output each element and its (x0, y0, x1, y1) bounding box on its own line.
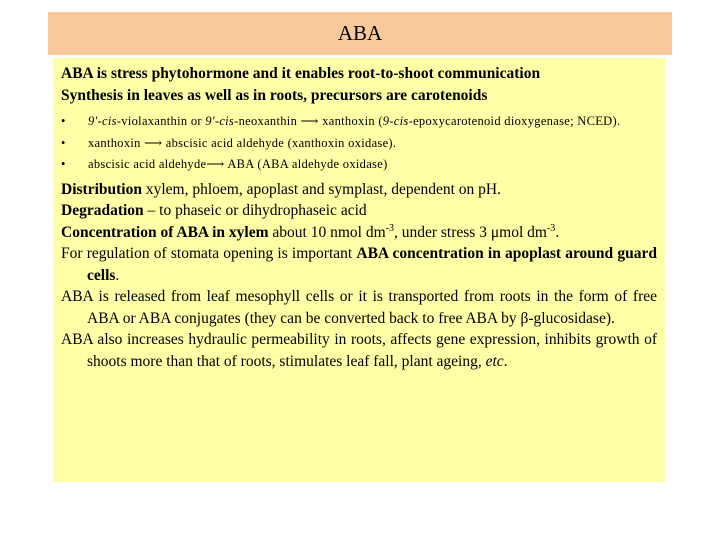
text-segment: . (503, 352, 508, 370)
content-box (53, 58, 665, 482)
stomata-paragraph (61, 243, 657, 286)
text-segment: Degradation (61, 202, 144, 219)
superscript: -3 (546, 222, 556, 234)
list-item (61, 114, 657, 130)
concentration-paragraph (61, 222, 657, 244)
text-segment: ABA also increases hydraulic permeability in roots, affects gene expression, inhibits growth of shoots more than that of roots, stimulates leaf fall, plant ageing, (61, 331, 657, 370)
text-segment: . (555, 223, 560, 241)
text-segment: ABA (ABA aldehyde oxidase) (224, 157, 388, 171)
hydraulic-paragraph (61, 329, 657, 372)
distribution-paragraph (61, 179, 657, 201)
release-paragraph (61, 286, 657, 329)
degradation-paragraph (61, 200, 657, 222)
text-segment: 9-cis (382, 114, 409, 128)
text-segment: -glucosidase). (528, 309, 615, 327)
text-segment: about 10 nmol dm (268, 223, 386, 241)
text-segment: 9′-cis (88, 114, 117, 128)
text-segment: μmol dm (490, 223, 547, 241)
intro-line-2: Synthesis in leaves as well as in roots, precursors are carotenoids (61, 86, 488, 104)
bullet-icon: • (61, 157, 66, 171)
text-segment: Distribution (61, 180, 142, 198)
text-segment: abscisic acid aldehyde (xanthoxin oxidase). (162, 135, 397, 150)
text-segment: ABA concentration in apoplast around guard cells (87, 245, 657, 284)
text-segment: -epoxycarotenoid dioxygenase; NCED). (408, 114, 621, 128)
arrow-icon: ⟶ (206, 157, 225, 171)
text-segment: β (520, 309, 529, 327)
text-segment: xylem, phloem, apoplast and symplast, dependent on pH. (141, 180, 501, 198)
arrow-icon: ⟶ (144, 135, 163, 150)
intro-line-1: ABA is stress phytohormone and it enables root-to-shoot communication (61, 65, 541, 82)
superscript: -3 (385, 222, 394, 234)
list-item (61, 157, 657, 173)
text-segment: xanthoxin (88, 135, 145, 150)
text-segment: etc (485, 352, 504, 370)
bullet-icon: • (61, 135, 66, 150)
synthesis-list (61, 114, 657, 173)
text-segment: -neoxanthin (234, 114, 301, 128)
text-segment: ABA is released from leaf mesophyll cells or it is transported from roots in the form of free ABA or ABA conjugates (they can be converted back to free ABA by (61, 288, 657, 327)
text-segment: – to phaseic or dihydrophaseic acid (143, 202, 367, 219)
list-item (61, 136, 657, 152)
slide-title: ABA (337, 21, 383, 45)
text-segment: For regulation of stomata opening is important (61, 245, 357, 262)
text-segment: -violaxanthin or (116, 114, 206, 128)
text-segment: 9′-cis (205, 114, 235, 128)
title-bar (48, 12, 672, 55)
text-segment: , under stress 3 (393, 223, 491, 241)
arrow-icon: ⟶ (300, 114, 319, 128)
text-segment: xanthoxin ( (318, 114, 383, 128)
text-segment: abscisic acid aldehyde (88, 157, 207, 171)
bullet-icon: • (61, 114, 66, 128)
text-segment: Concentration of ABA in xylem (61, 223, 269, 241)
text-segment: . (115, 266, 120, 284)
